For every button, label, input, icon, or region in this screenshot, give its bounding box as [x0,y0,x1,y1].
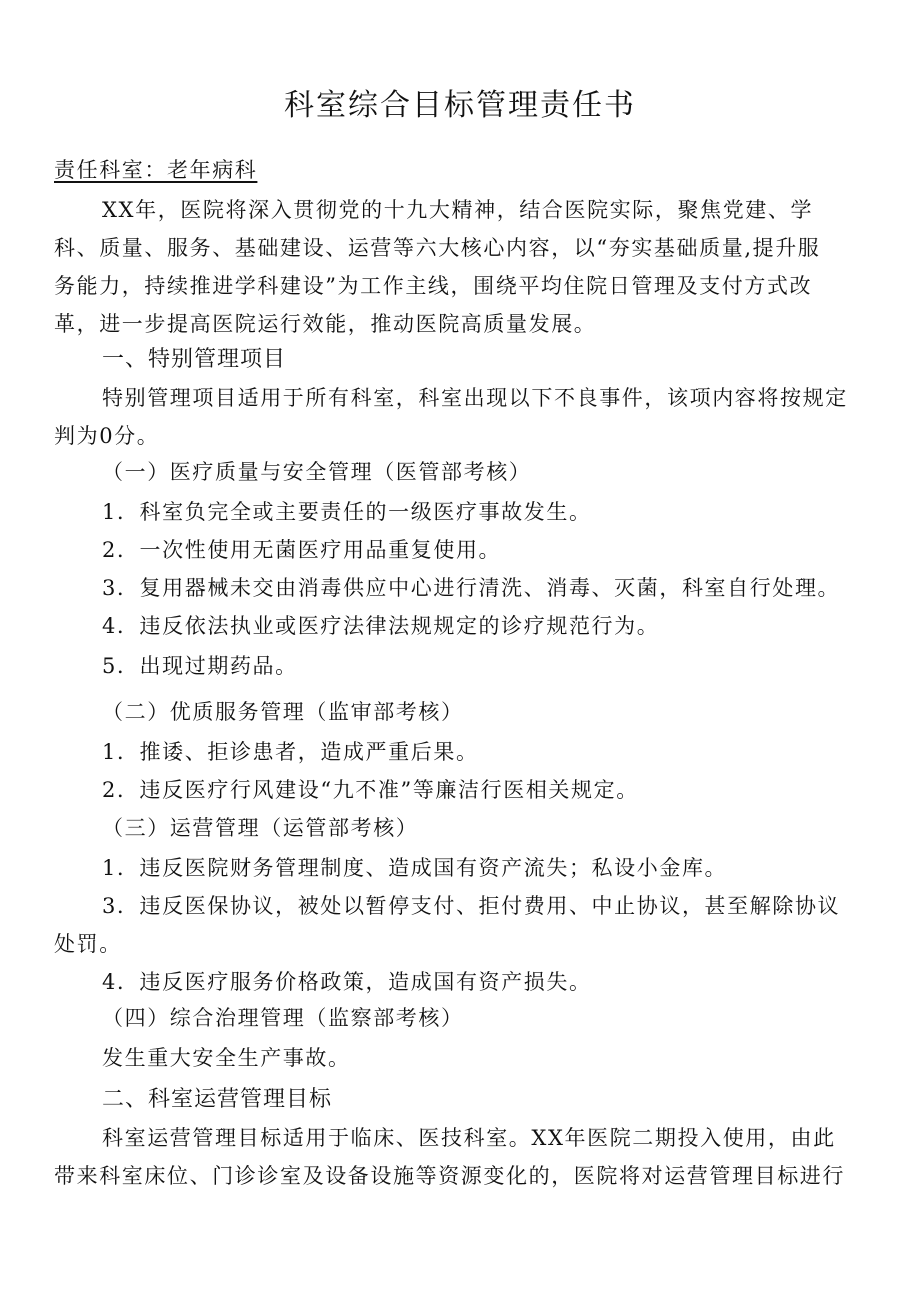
sub1-item-1: 1．科室负完全或主要责任的一级医疗事故发生。 [102,500,592,524]
sub1-item-5: 5．出现过期药品。 [102,654,298,678]
sub3-item-3-line-2: 处罚。 [54,932,122,956]
section1-heading: 一、特别管理项目 [102,347,287,372]
sub4-heading: （四）综合治理管理（监察部考核） [102,1006,464,1030]
sub1-heading: （一）医疗质量与安全管理（医管部考核） [102,460,532,484]
sub3-item-4: 4．违反医疗服务价格政策，造成国有资产损失。 [102,970,592,994]
sub3-item-3-line-1: 3．违反医保协议，被处以暂停支付、拒付费用、中止协议，甚至解除协议 [102,894,841,918]
section1-desc-line-1: 特别管理项目适用于所有科室，科室出现以下不良事件，该项内容将按规定 [102,386,848,410]
section2-desc-line-1: 科室运营管理目标适用于临床、医技科室。XX年医院二期投入使用，由此 [102,1126,836,1150]
sub2-heading: （二）优质服务管理（监审部考核） [102,700,464,724]
sub1-item-3: 3．复用器械未交由消毒供应中心进行清洗、消毒、灭菌，科室自行处理。 [102,576,841,600]
sub2-item-2: 2．违反医疗行风建设“九不准”等廉洁行医相关规定。 [102,778,639,802]
sub3-item-1: 1．违反医院财务管理制度、造成国有资产流失；私设小金库。 [102,856,728,880]
intro-line-3: 务能力，持续推进学科建设”为工作主线，围绕平均住院日管理及支付方式改 [54,274,813,298]
section1-desc-line-2: 判为0分。 [54,424,160,448]
section2-desc-line-2: 带来科室床位、门诊诊室及设备设施等资源变化的，医院将对运营管理目标进行 [54,1164,845,1188]
intro-line-4: 革，进一步提高医院运行效能，推动医院高质量发展。 [54,312,597,336]
intro-line-1: XX年，医院将深入贯彻党的十九大精神，结合医院实际，聚焦党建、学 [102,198,814,222]
sub1-item-4: 4．违反依法执业或医疗法律法规规定的诊疗规范行为。 [102,614,660,638]
sub1-item-2: 2．一次性使用无菌医疗用品重复使用。 [102,538,502,562]
department-line: 责任科室：老年病科 [54,158,258,182]
document-title: 科室综合目标管理责任书 [284,88,636,123]
sub4-item: 发生重大安全生产事故。 [102,1046,351,1070]
section2-heading: 二、科室运营管理目标 [102,1087,333,1112]
sub3-heading: （三）运营管理（运管部考核） [102,816,419,840]
sub2-item-1: 1．推诿、拒诊患者，造成严重后果。 [102,740,479,764]
intro-line-2: 科、质量、服务、基础建设、运营等六大核心内容，以“夯实基础质量,提升服 [54,236,821,260]
